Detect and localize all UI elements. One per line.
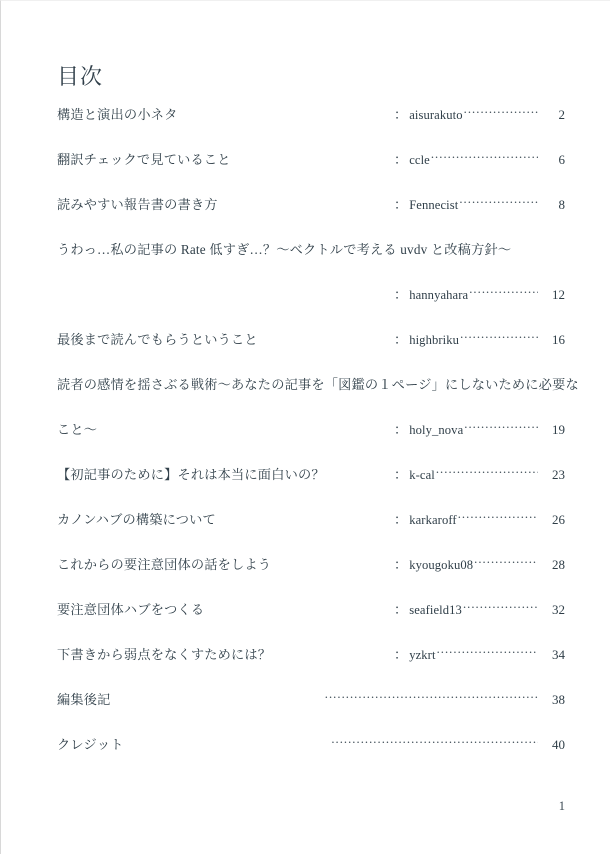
toc-entry-tail: [330, 735, 565, 754]
toc-entry[interactable]: [57, 690, 565, 735]
toc-entry-author: k-cal: [409, 468, 435, 482]
toc-entry-tail: [394, 420, 565, 440]
toc-entry-title: 読者の感情を揺さぶる戦術～あなたの記事を「図鑑の１ページ」にしないために必要な: [57, 377, 579, 392]
dot-leader: [431, 150, 538, 164]
toc-entry-page-number: 6: [558, 152, 565, 167]
toc-entry-colon: ：: [394, 152, 408, 167]
toc-entry-author: hannyahara: [409, 288, 469, 302]
toc-entry-colon: ：: [394, 467, 408, 482]
toc-entry-tail: [394, 195, 565, 215]
toc-entry[interactable]: [57, 510, 565, 555]
toc-entry[interactable]: [57, 195, 565, 240]
toc-entry-page-number: 32: [552, 602, 565, 617]
toc-entry-colon: ：: [394, 512, 408, 527]
toc-entry-title: 翻訳チェックで見ていること: [57, 152, 231, 167]
page-title: 目次: [57, 64, 104, 89]
toc-entry[interactable]: [57, 150, 565, 195]
toc-entry-title: これからの要注意団体の話をしよう: [57, 557, 272, 572]
toc-entry[interactable]: [57, 105, 565, 150]
toc-entry-title: 編集後記: [57, 692, 111, 707]
toc-entry[interactable]: [57, 465, 565, 510]
toc-entry-tail: [394, 600, 565, 620]
toc-entry-page-number: 16: [552, 332, 565, 347]
toc-entry-tail: [394, 285, 565, 305]
toc-entry-tail: [394, 150, 565, 170]
dot-leader: [458, 510, 538, 524]
toc-entry-tail: [394, 510, 565, 530]
dot-leader: [437, 645, 538, 659]
toc-entry-page-number: 2: [558, 107, 565, 122]
toc-entry-page-number: 34: [552, 647, 565, 662]
toc-entry-colon: ：: [394, 602, 408, 617]
toc-entry-author: karkaroff: [409, 513, 457, 527]
toc-entry-colon: ：: [394, 287, 408, 302]
toc-entry-author: kyougoku08: [409, 558, 474, 572]
toc-entry-colon: ：: [394, 197, 408, 212]
toc-entry-page-number: 12: [552, 287, 565, 302]
toc-entry[interactable]: [57, 240, 565, 330]
toc-entry-page-number: 23: [552, 467, 565, 482]
dot-leader: [331, 735, 538, 749]
toc-entry-tail: [394, 105, 565, 125]
toc-entry-page-number: 28: [552, 557, 565, 572]
toc-entry-tail: [394, 555, 565, 575]
page-number-folio: 1: [558, 799, 565, 813]
toc-entry[interactable]: [57, 555, 565, 600]
toc-entry-title: うわっ…私の記事の Rate 低すぎ…？～ベクトルで考える uvdv と改稿方針～: [57, 242, 512, 257]
toc-entry[interactable]: [57, 600, 565, 645]
toc-entry-tail: [324, 690, 565, 709]
toc-entry-colon: ：: [394, 647, 408, 662]
toc-entry-page-number: 8: [558, 197, 565, 212]
dot-leader: [463, 600, 538, 614]
toc-entry-page-number: 38: [552, 692, 565, 707]
dot-leader: [464, 420, 538, 434]
toc-entry-colon: ：: [394, 422, 408, 437]
toc-entry-colon: ：: [394, 557, 408, 572]
toc-entry-colon: ：: [394, 332, 408, 347]
dot-leader: [460, 330, 538, 344]
toc-entry-author: ccle: [409, 153, 430, 167]
toc-entry-page-number: 40: [552, 737, 566, 752]
toc-entry-title-continued: こと～: [57, 422, 98, 437]
toc-entry[interactable]: [57, 735, 565, 780]
toc-entry-page-number: 26: [552, 512, 565, 527]
toc-entry-author: Fennecist: [409, 198, 459, 212]
toc-entry-title: クレジット: [57, 737, 124, 752]
toc-entry-author: highbriku: [409, 333, 460, 347]
table-of-contents-list: [57, 105, 579, 780]
toc-entry-title: 要注意団体ハブをつくる: [57, 602, 205, 617]
dot-leader: [459, 195, 538, 209]
toc-entry-author: aisurakuto: [409, 108, 463, 122]
toc-entry[interactable]: [57, 645, 565, 690]
dot-leader: [325, 690, 538, 704]
toc-entry-tail: [394, 645, 565, 665]
toc-entry-title: 【初記事のために】それは本当に面白いの？: [57, 467, 325, 482]
toc-entry-author: holy_nova: [409, 423, 464, 437]
dot-leader: [436, 465, 538, 479]
toc-entry[interactable]: [57, 330, 565, 375]
dot-leader: [464, 105, 538, 119]
toc-entry-title: 構造と演出の小ネタ: [57, 107, 178, 122]
toc-entry-title: 最後まで読んでもらうということ: [57, 332, 258, 347]
toc-entry-title: 下書きから弱点をなくすためには？: [57, 647, 272, 662]
toc-entry-author: yzkrt: [409, 648, 436, 662]
dot-leader: [474, 555, 538, 569]
toc-entry-title: 読みやすい報告書の書き方: [57, 197, 218, 212]
toc-entry-colon: ：: [394, 107, 408, 122]
toc-entry-tail: [394, 465, 565, 485]
dot-leader: [469, 285, 538, 299]
toc-entry[interactable]: [57, 375, 579, 465]
toc-entry-page-number: 19: [552, 422, 565, 437]
toc-entry-title: カノンハブの構築について: [57, 512, 216, 527]
toc-entry-author: seafield13: [409, 603, 462, 617]
toc-entry-tail: [394, 330, 565, 350]
